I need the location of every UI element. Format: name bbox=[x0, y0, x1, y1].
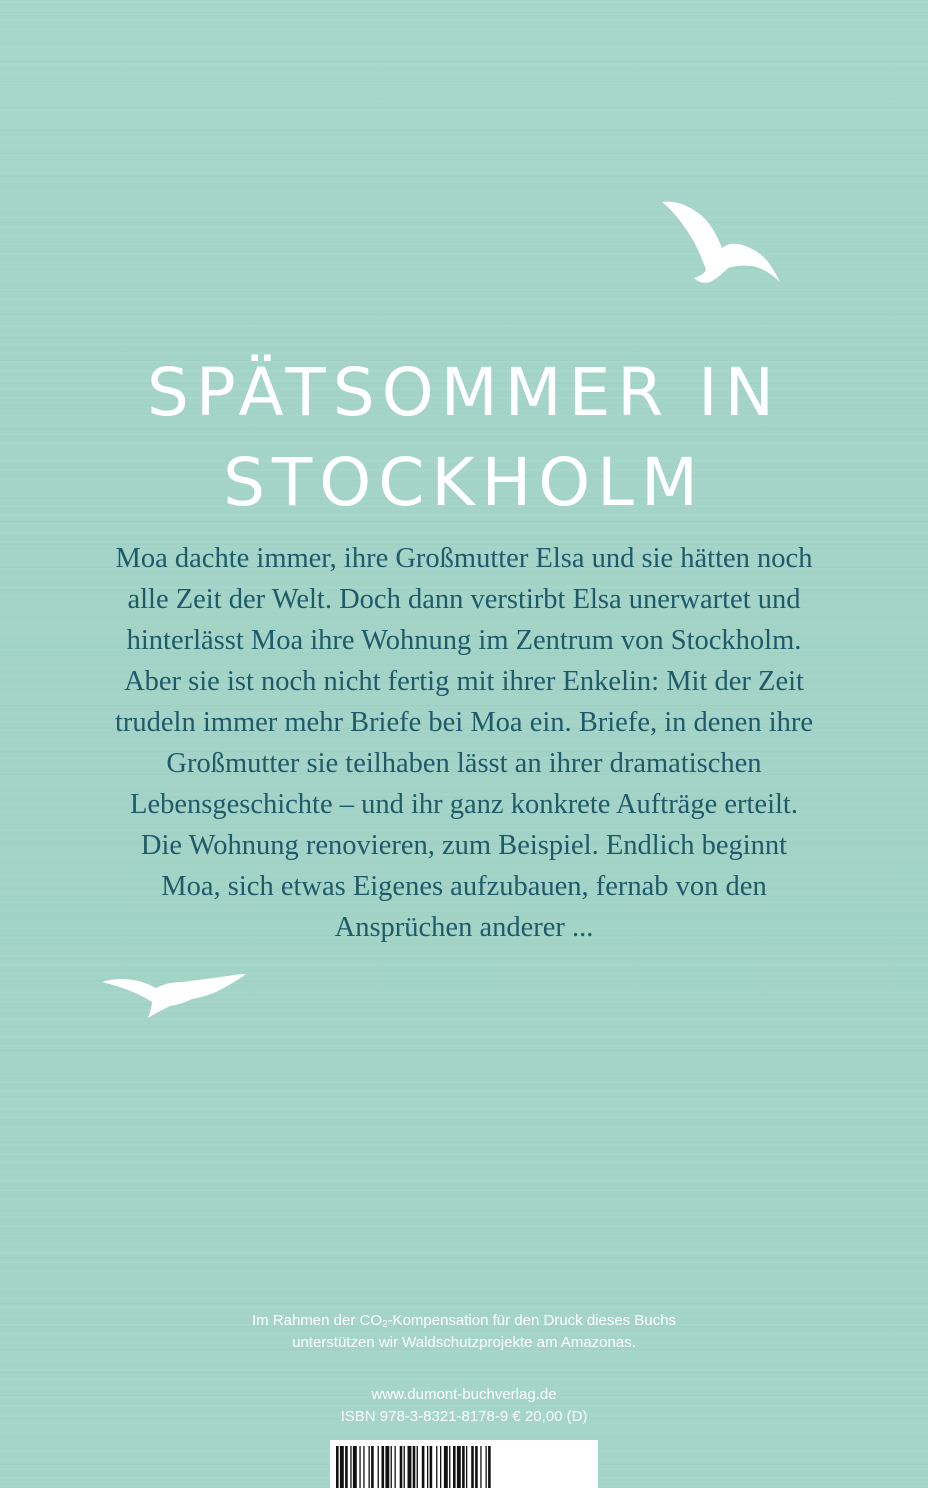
barcode-bar bbox=[385, 1446, 389, 1488]
publisher-info bbox=[0, 1384, 928, 1428]
barcode-bar bbox=[400, 1446, 403, 1488]
co2-note-suffix: -Kompensation für den Druck dieses Buchs bbox=[387, 1312, 677, 1329]
blurb-line: Ansprüchen anderer ... bbox=[334, 912, 594, 943]
book-title-line-1: SPÄTSOMMER IN bbox=[147, 354, 781, 431]
barcode-bar bbox=[471, 1446, 474, 1488]
barcode-bar bbox=[430, 1446, 433, 1488]
blurb-line: trudeln immer mehr Briefe bei Moa ein. Briefe, in denen ihre bbox=[115, 707, 813, 738]
barcode-bar bbox=[382, 1446, 385, 1488]
barcode-bar bbox=[336, 1446, 339, 1488]
barcode-bar bbox=[422, 1446, 425, 1488]
barcode-bar bbox=[486, 1446, 487, 1488]
blurb-line: Moa dachte immer, ihre Großmutter Elsa und sie hätten noch bbox=[115, 543, 813, 574]
barcode-bar bbox=[453, 1446, 456, 1488]
book-blurb bbox=[30, 538, 898, 948]
barcode-bar bbox=[340, 1446, 344, 1488]
barcode-bar bbox=[404, 1446, 405, 1488]
barcode-bar bbox=[417, 1446, 418, 1488]
barcode-bar bbox=[466, 1446, 467, 1488]
isbn-price: ISBN 978-3-8321-8178-9 € 20,00 (D) bbox=[340, 1408, 588, 1425]
barcode-bar bbox=[457, 1446, 461, 1488]
barcode-bar bbox=[449, 1446, 450, 1488]
blurb-line: Aber sie ist noch nicht fertig mit ihrer Enkelin: Mit der Zeit bbox=[124, 666, 804, 697]
barcode-bar bbox=[359, 1446, 360, 1488]
co2-subscript: 2 bbox=[382, 1319, 388, 1330]
seagull-icon bbox=[662, 198, 782, 288]
co2-compensation-note bbox=[0, 1310, 928, 1354]
blurb-line: Lebensgeschichte – und ihr ganz konkrete Aufträge erteilt. bbox=[130, 789, 798, 820]
barcode-bar bbox=[371, 1446, 374, 1488]
barcode-bar bbox=[462, 1446, 465, 1488]
blurb-line: Moa, sich etwas Eigenes aufzubauen, fernab von den bbox=[161, 871, 767, 902]
barcode-bar bbox=[350, 1446, 351, 1488]
barcode-bar bbox=[395, 1446, 396, 1488]
barcode-bar bbox=[345, 1446, 348, 1488]
barcode-bar bbox=[378, 1446, 379, 1488]
barcode-bar bbox=[488, 1446, 491, 1488]
seagull-icon bbox=[102, 972, 248, 1020]
barcode-bar bbox=[363, 1446, 364, 1488]
barcode-bar bbox=[391, 1446, 392, 1488]
barcode-bar bbox=[444, 1446, 448, 1488]
barcode-bar bbox=[369, 1446, 370, 1488]
barcode-icon bbox=[330, 1440, 598, 1488]
barcode-bar bbox=[475, 1446, 478, 1488]
publisher-website: www.dumont-buchverlag.de bbox=[371, 1386, 557, 1403]
book-title-line-2: STOCKHOLM bbox=[223, 444, 705, 521]
barcode-bar bbox=[353, 1446, 357, 1488]
barcode-bar bbox=[408, 1446, 412, 1488]
barcode-bar bbox=[413, 1446, 416, 1488]
co2-note-line-1 bbox=[0, 1310, 928, 1332]
barcode-bar bbox=[440, 1446, 441, 1488]
barcode-bar bbox=[436, 1446, 437, 1488]
co2-note-line-2: unterstützen wir Waldschutzprojekte am Amazonas. bbox=[292, 1334, 636, 1351]
blurb-line: Großmutter sie teilhaben lässt an ihrer dramatischen bbox=[166, 748, 762, 779]
blurb-line: alle Zeit der Welt. Doch dann verstirbt Elsa unerwartet und bbox=[127, 584, 801, 615]
blurb-line: Die Wohnung renovieren, zum Beispiel. Endlich beginnt bbox=[140, 830, 788, 861]
barcode-bar bbox=[480, 1446, 481, 1488]
barcode-bar bbox=[427, 1446, 428, 1488]
blurb-line: hinterlässt Moa ihre Wohnung im Zentrum von Stockholm. bbox=[126, 625, 802, 656]
co2-note-prefix: Im Rahmen der CO bbox=[251, 1312, 382, 1329]
